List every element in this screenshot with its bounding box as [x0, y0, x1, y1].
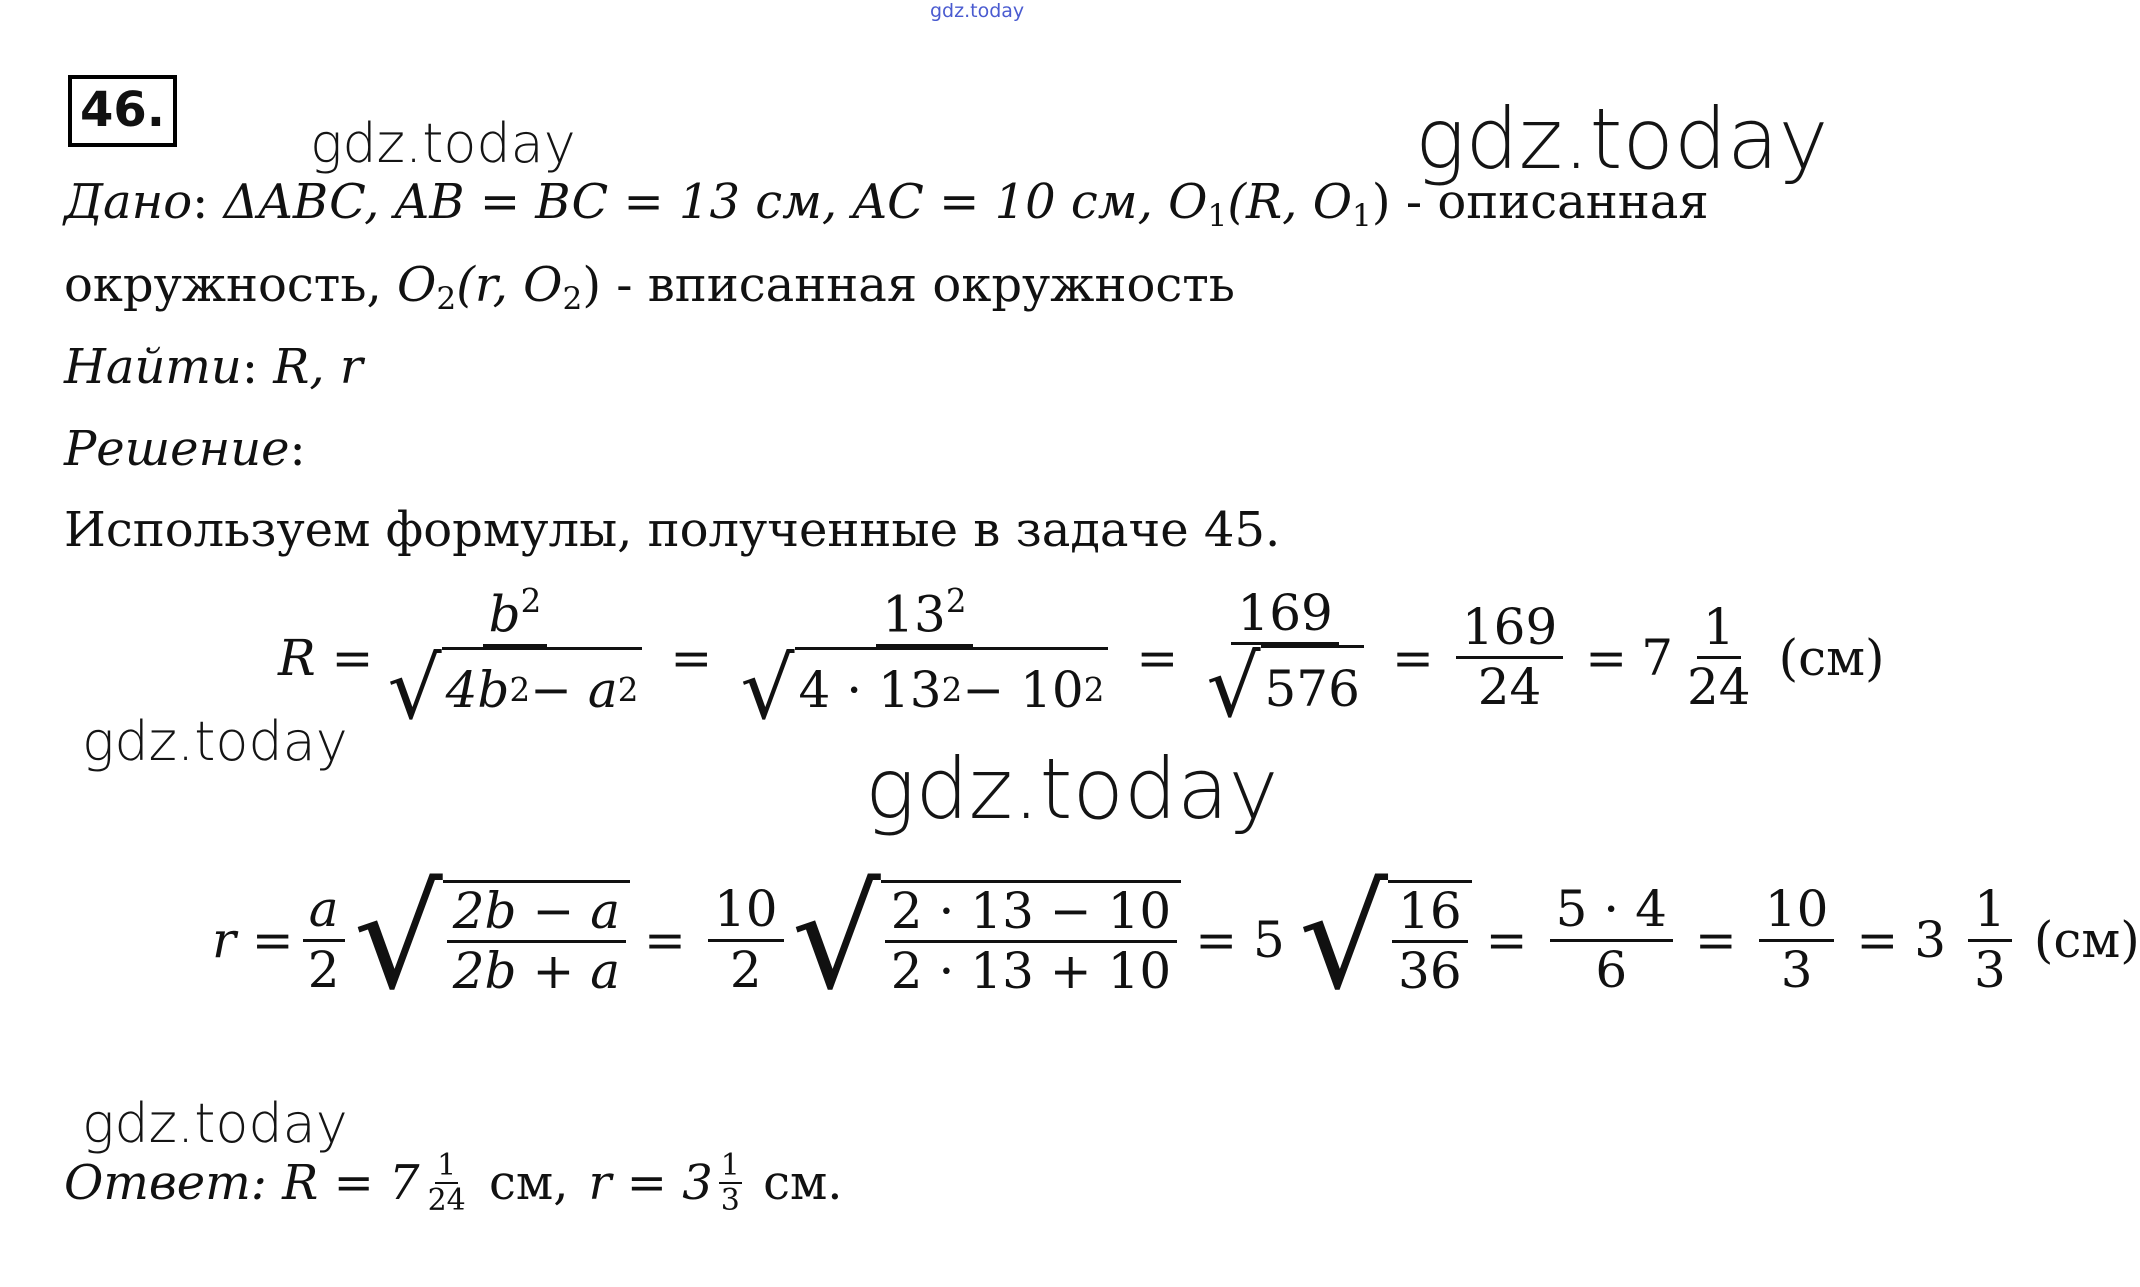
square-root: √ $\frac{2 \cdot 13 - 10}{2 \cdot 13 + 10}$	[792, 870, 1182, 1010]
solution-label-line: Решение:	[64, 421, 306, 477]
fraction: $\frac{5 \cdot 4}{6}$	[1550, 881, 1673, 999]
watermark: gdz.today	[865, 740, 1279, 838]
fraction: $\frac{169}{24}$	[1456, 599, 1563, 717]
answer-line: Ответ : R = 7 $\frac{1}{24}$ см, r = 3 $\frac{1}{3}$ см.	[64, 1147, 843, 1218]
answer-label: Ответ	[64, 1154, 251, 1211]
given-math: ΔABC, AB = BC = 13 см, AC = 10 см,	[223, 174, 1169, 230]
given-line-1: Дано: ΔABC, AB = BC = 13 см, AC = 10 см, $O_1(R$, $O_1$) - описанная	[64, 174, 1709, 234]
formula-R: R = $b^2$ √ 4b 2 − a 2 = $13^2$ √ 4 · 13 2 − 10 2 = 169 √ 576 = $\frac{169}{24}$ = 7 $\frac{1}{24}$ (см)	[278, 582, 1885, 739]
fraction: $\frac{1}{24}$	[427, 1147, 466, 1218]
find-value: R, r	[273, 339, 363, 395]
problem-number: 46.	[68, 75, 177, 147]
unit: (см)	[2033, 911, 2140, 969]
formula-lhs: r =	[212, 911, 294, 969]
fraction: $\frac{a}{2}$	[302, 881, 346, 999]
watermark: gdz.today	[310, 112, 576, 175]
watermark: gdz.today	[1415, 90, 1829, 188]
fraction: $\frac{10}{3}$	[1759, 881, 1835, 999]
fraction: $\frac{1}{3}$	[720, 1147, 740, 1218]
watermark: gdz.today	[82, 710, 348, 773]
given-text: - описанная	[1390, 174, 1709, 230]
watermark: gdz.today	[82, 1092, 348, 1155]
fraction: $b^2$ √ 4b 2 − a 2	[381, 583, 648, 732]
solution-intro: Используем формулы, полученные в задаче 45.	[64, 502, 1281, 558]
square-root: √ $\frac{2b - a}{2b + a}$	[354, 870, 631, 1010]
fraction: 169 √ 576	[1200, 585, 1370, 731]
given-label: Дано	[64, 174, 193, 230]
header-watermark: gdz.today	[930, 0, 1025, 22]
find-label: Найти	[64, 339, 242, 395]
solution-label: Решение	[64, 421, 290, 477]
square-root: √ $\frac{16}{36}$	[1299, 870, 1472, 1010]
fraction: $13^2$ √ 4 · 13 2 − 10 2	[734, 583, 1114, 732]
fraction: $\frac{1}{3}$	[1968, 881, 2012, 999]
formula-r: r = $\frac{a}{2}$ √ $\frac{2b - a}{2b + a}$ = $\frac{10}{2}$ √ $\frac{2 \cdot 13 - 10}{2 \cdot 13 + 10}$ = 5 √ $\frac{16}{36}$ = $\frac{5 \cdot 4}{6}$ = $\frac{10}{3}$ = 3 $\frac{1}{3}$ (см)	[212, 858, 2140, 1021]
formula-lhs: R =	[278, 628, 374, 687]
fraction: $\frac{10}{2}$	[708, 881, 784, 999]
fraction: $\frac{1}{24}$	[1687, 597, 1751, 716]
find-line: Найти: R, r	[64, 339, 363, 395]
unit: (см)	[1778, 628, 1885, 687]
given-line-2: окружность, $O_2(r$, $O_2$) - вписанная окружность	[64, 257, 1235, 317]
